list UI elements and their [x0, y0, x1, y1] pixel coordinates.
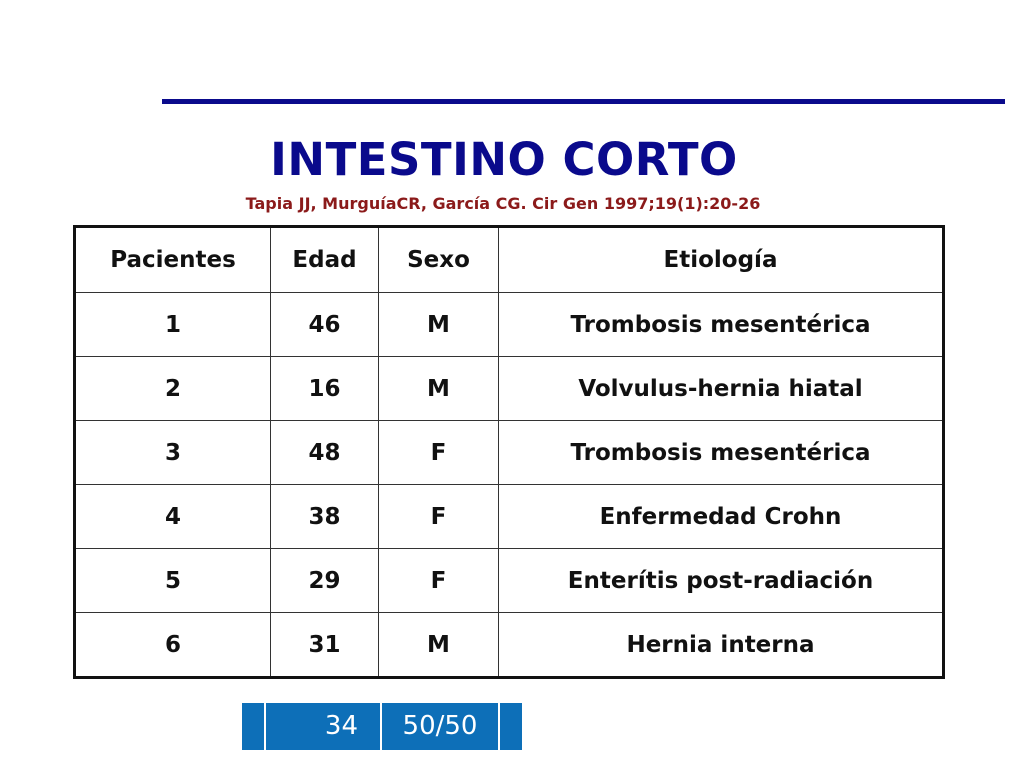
cell-paciente: 6: [75, 613, 271, 678]
cell-paciente: 1: [75, 293, 271, 357]
cell-etiologia: Hernia interna: [499, 613, 944, 678]
counter-right-segment: [500, 703, 522, 750]
slide-number: 34: [266, 703, 382, 750]
cell-edad: 16: [271, 357, 379, 421]
cell-etiologia: Enfermedad Crohn: [499, 485, 944, 549]
cell-paciente: 2: [75, 357, 271, 421]
header-sexo: Sexo: [379, 227, 499, 293]
header-pacientes: Pacientes: [75, 227, 271, 293]
header-edad: Edad: [271, 227, 379, 293]
table-row: [75, 613, 944, 678]
counter-left-segment: [242, 703, 266, 750]
cell-sexo: F: [379, 421, 499, 485]
cell-edad: 48: [271, 421, 379, 485]
cell-sexo: F: [379, 485, 499, 549]
slide-counter-bar: [242, 703, 522, 750]
patients-table: [73, 225, 945, 679]
slide-title: INTESTINO CORTO: [270, 133, 738, 186]
cell-paciente: 4: [75, 485, 271, 549]
table-row: [75, 485, 944, 549]
cell-edad: 31: [271, 613, 379, 678]
cell-sexo: M: [379, 357, 499, 421]
cell-etiologia: Trombosis mesentérica: [499, 293, 944, 357]
citation: Tapia JJ, MurguíaCR, García CG. Cir Gen 1997;19(1):20-26: [245, 194, 761, 213]
cell-edad: 29: [271, 549, 379, 613]
cell-edad: 46: [271, 293, 379, 357]
cell-sexo: M: [379, 293, 499, 357]
table-row: [75, 293, 944, 357]
cell-sexo: F: [379, 549, 499, 613]
cell-paciente: 3: [75, 421, 271, 485]
table-row: [75, 549, 944, 613]
table-header-row: [75, 227, 944, 293]
cell-etiologia: Volvulus-hernia hiatal: [499, 357, 944, 421]
cell-edad: 38: [271, 485, 379, 549]
page-counter: 50/50: [382, 703, 500, 750]
cell-sexo: M: [379, 613, 499, 678]
header-etiologia: Etiología: [499, 227, 944, 293]
cell-etiologia: Enterítis post-radiación: [499, 549, 944, 613]
table-row: [75, 357, 944, 421]
table-row: [75, 421, 944, 485]
title-rule: [162, 99, 1005, 104]
cell-etiologia: Trombosis mesentérica: [499, 421, 944, 485]
cell-paciente: 5: [75, 549, 271, 613]
